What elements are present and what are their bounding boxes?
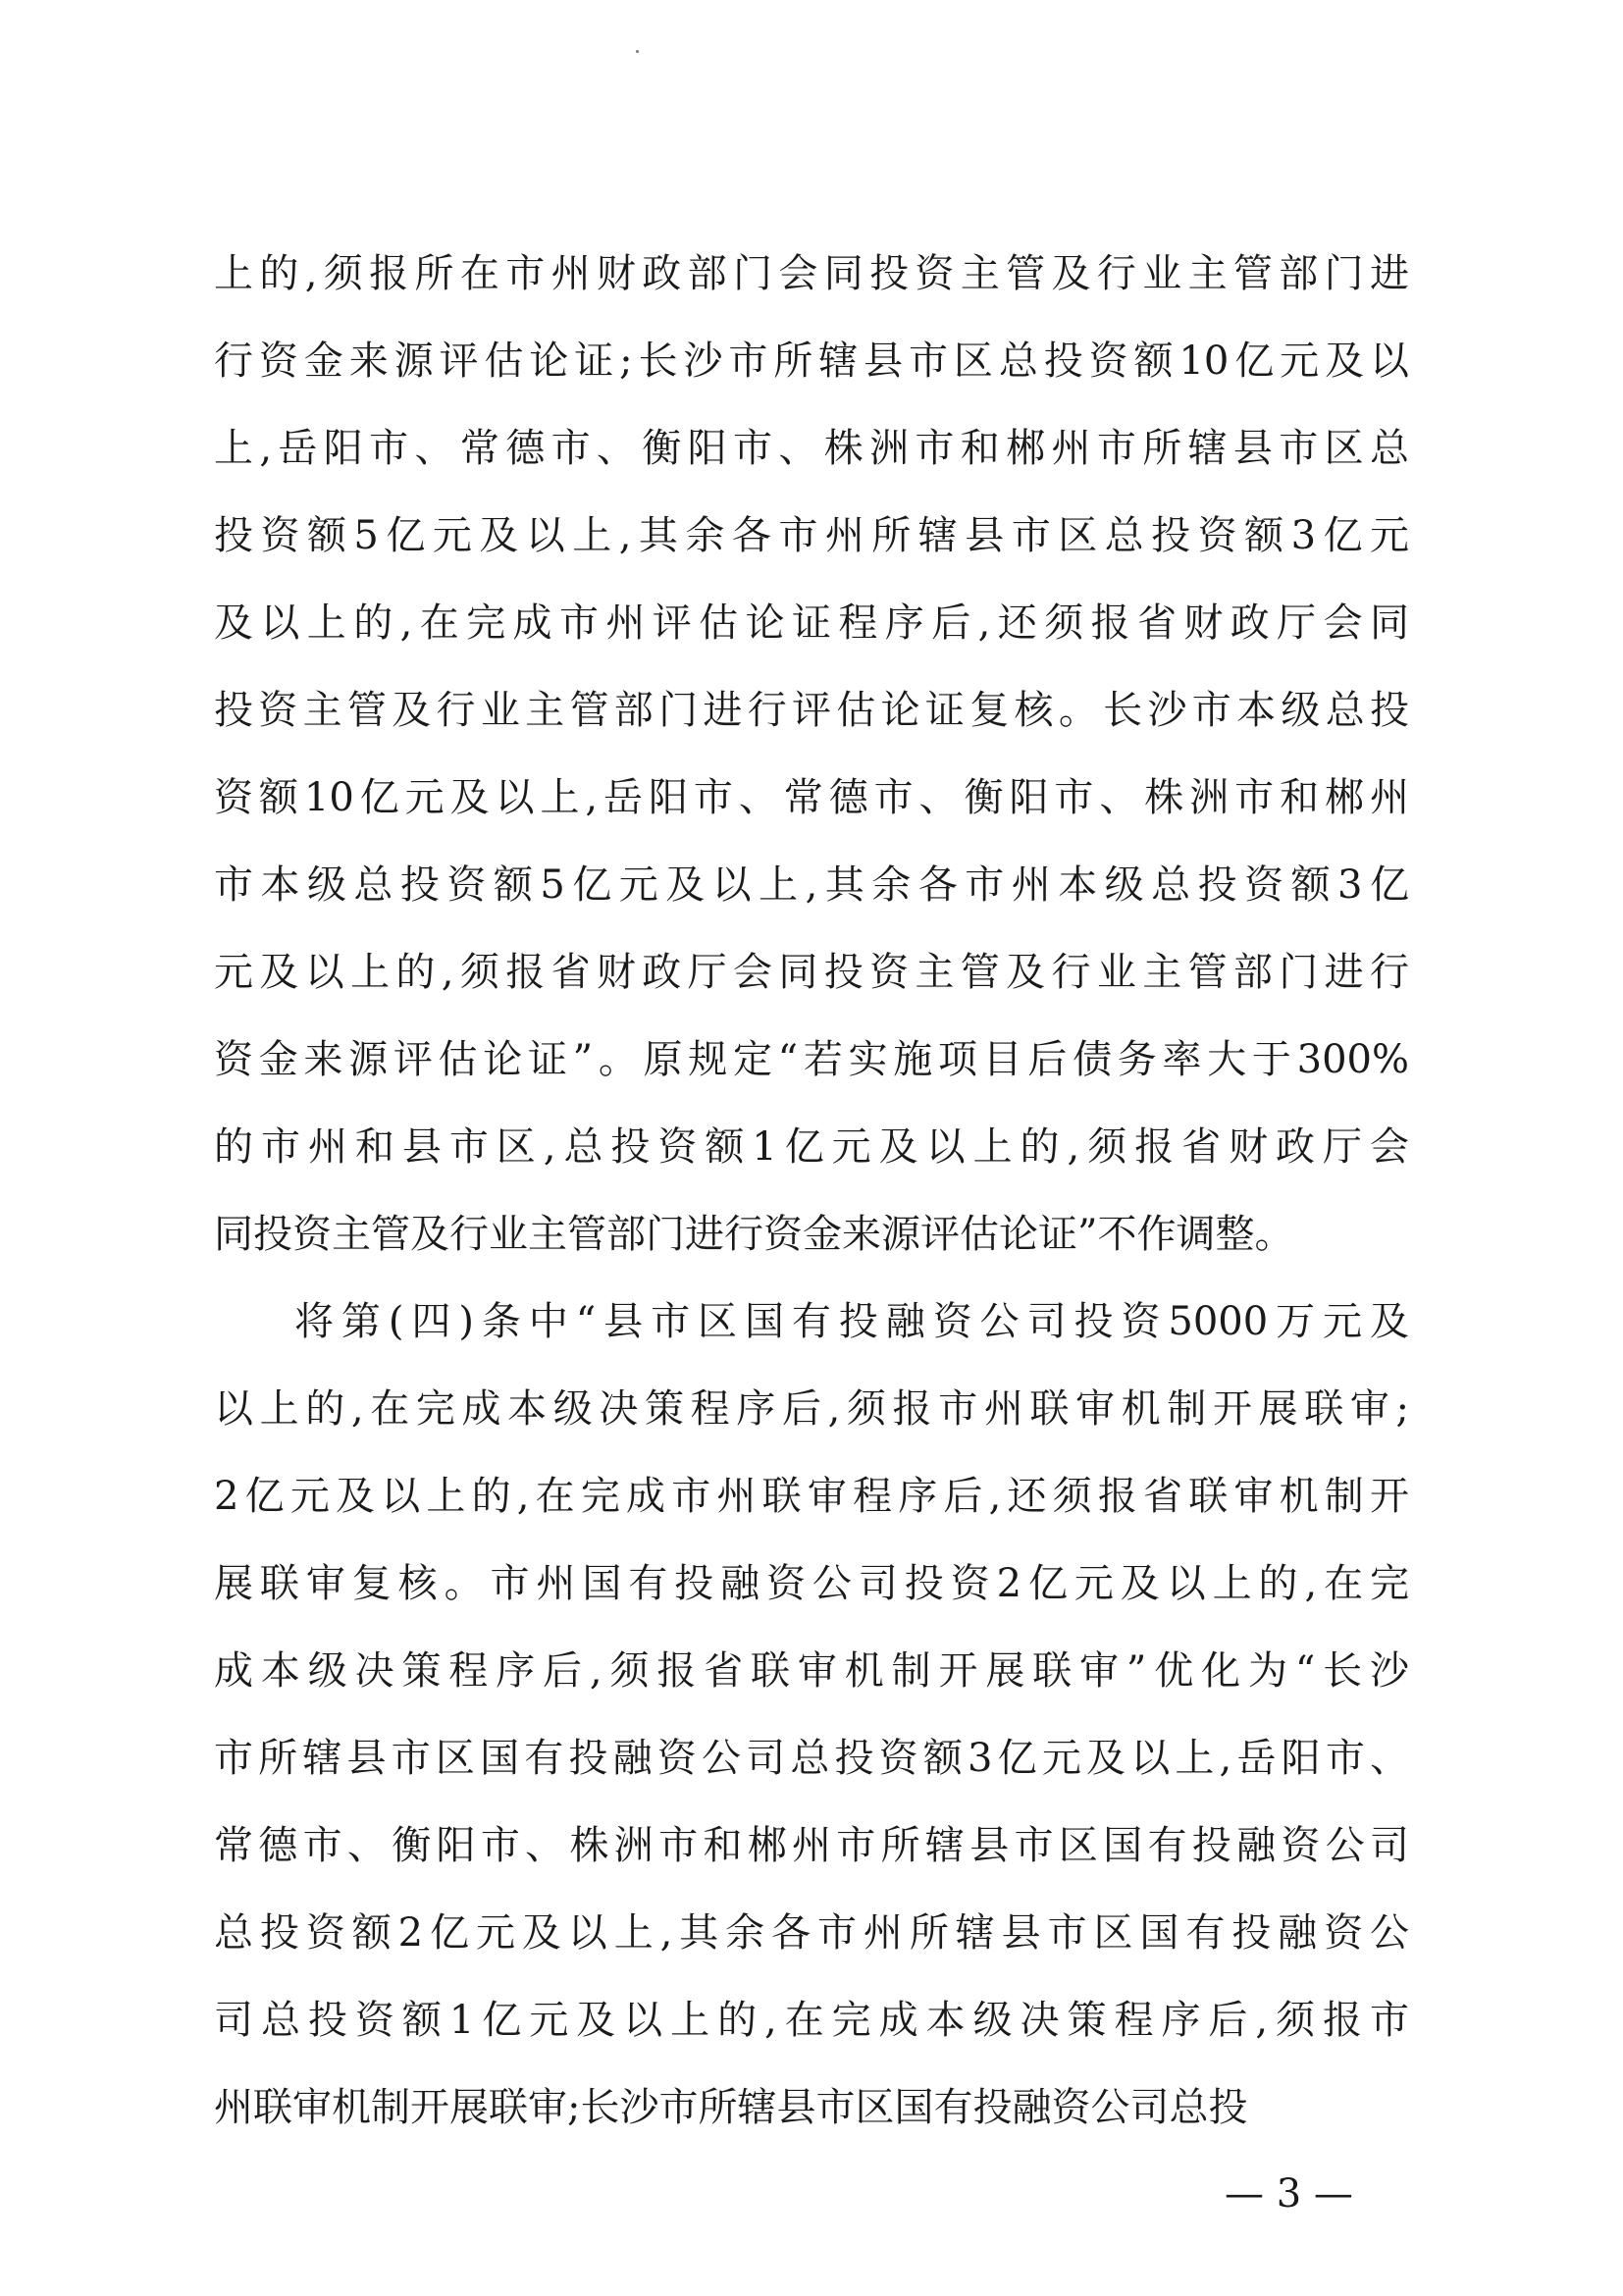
body-line-4: 投资额5亿元及以上,其余各市州所辖县市区总投资额3亿元 [214,513,1409,558]
body-line-21: 司总投资额1亿元及以上的,在完成本级决策程序后,须报市 [214,1998,1409,2043]
body-line-9: 元及以上的,须报省财政厅会同投资主管及行业主管部门进行 [214,950,1409,995]
body-line-3: 上,岳阳市、常德市、衡阳市、株洲市和郴州市所辖县市区总 [214,426,1409,471]
body-line-18: 市所辖县市区国有投融资公司总投资额3亿元及以上,岳阳市、 [214,1736,1409,1781]
body-line-12: 同投资主管及行业主管部门进行资金来源评估论证”不作调整。 [214,1212,1294,1257]
body-line-14: 以上的,在完成本级决策程序后,须报市州联审机制开展联审; [214,1386,1409,1432]
scan-speck [636,50,639,53]
body-line-11: 的市州和县市区,总投资额1亿元及以上的,须报省财政厅会 [214,1124,1409,1170]
body-line-15: 2亿元及以上的,在完成市州联审程序后,还须报省联审机制开 [214,1474,1409,1519]
body-line-19: 常德市、衡阳市、株洲市和郴州市所辖县市区国有投融资公司 [214,1823,1409,1868]
body-line-10: 资金来源评估论证”。原规定“若实施项目后债务率大于300% [214,1037,1409,1082]
body-line-8: 市本级总投资额5亿元及以上,其余各市州本级总投资额3亿 [214,862,1409,908]
body-line-22: 州联审机制开展联审;长沙市所辖县市区国有投融资公司总投 [214,2085,1248,2130]
body-line-5: 及以上的,在完成市州评估论证程序后,还须报省财政厅会同 [214,600,1409,646]
body-line-20: 总投资额2亿元及以上,其余各市州所辖县市区国有投融资公 [214,1910,1409,1956]
body-line-16: 展联审复核。市州国有投融资公司投资2亿元及以上的,在完 [214,1561,1409,1606]
body-line-13: 将第(四)条中“县市区国有投融资公司投资5000万元及 [294,1299,1409,1344]
body-line-1: 上的,须报所在市州财政部门会同投资主管及行业主管部门进 [214,251,1409,296]
body-line-7: 资额10亿元及以上,岳阳市、常德市、衡阳市、株洲市和郴州 [214,775,1409,820]
page-number: — 3 — [1225,2171,1353,2217]
body-line-6: 投资主管及行业主管部门进行评估论证复核。长沙市本级总投 [214,688,1409,733]
body-line-17: 成本级决策程序后,须报省联审机制开展联审”优化为“长沙 [214,1648,1409,1694]
body-line-2: 行资金来源评估论证;长沙市所辖县市区总投资额10亿元及以 [214,339,1409,384]
